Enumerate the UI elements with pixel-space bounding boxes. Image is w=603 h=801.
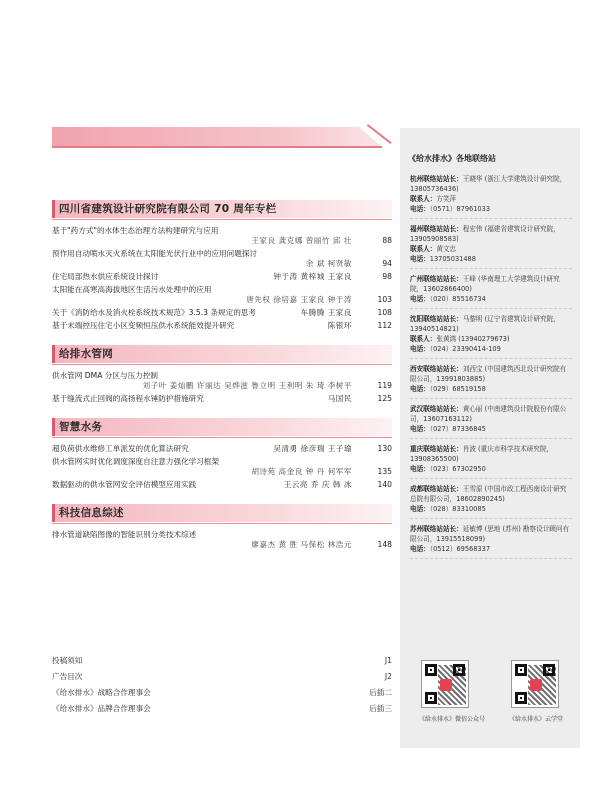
toc-entry <box>52 249 392 269</box>
table-of-contents <box>52 200 392 553</box>
section-entries <box>52 530 392 550</box>
station-contact <box>410 244 572 254</box>
station-contact <box>410 334 572 344</box>
entry-page: 103 <box>377 295 392 304</box>
toc-section <box>52 345 392 404</box>
phone-number: （024）23390414-109 <box>429 345 501 353</box>
station-chief: 王晓华 (浙江大学建筑设计研究院，13805736436) <box>410 175 567 193</box>
toc-section <box>52 200 392 331</box>
phone-label: 电话： <box>410 255 430 263</box>
entry-meta <box>52 467 392 477</box>
station-head <box>410 224 572 244</box>
entry-page: 98 <box>382 272 392 281</box>
liaison-station <box>410 484 572 519</box>
appendix-title: 广告目次 <box>52 672 83 681</box>
entry-title: 数据驱动的供水管网安全评估模型应用实践 <box>52 480 197 489</box>
phone-number: （023）67302950 <box>429 465 486 473</box>
appendix-item <box>52 656 392 666</box>
entry-meta <box>52 236 392 246</box>
entry-page: 125 <box>377 394 392 403</box>
entry-page: 135 <box>377 467 392 476</box>
toc-entry <box>52 308 392 318</box>
entry-title: 超负荷供水维修工单派发的优化算法研究 <box>52 444 189 453</box>
liaison-station <box>410 174 572 219</box>
section-entries <box>52 371 392 404</box>
qr-caption-classroom: 《给水排水》云学堂 <box>509 716 564 723</box>
contact-label: 联系人： <box>410 335 437 343</box>
toc-entry <box>52 371 392 391</box>
station-head <box>410 524 572 544</box>
station-chief: 刘西宝 (中国建筑西北设计研究院有限公司，13991803885) <box>410 365 567 383</box>
phone-number: （020）85516734 <box>429 295 486 303</box>
section-entries <box>52 444 392 490</box>
phone-number: 13705031488 <box>429 255 476 263</box>
toc-entry <box>52 444 392 454</box>
entry-authors: 胡诗苑 高金良 钟 丹 何军军 <box>251 467 352 476</box>
appendix-title: 《给水排水》战略合作理事会 <box>52 688 151 697</box>
qr-code-row <box>400 660 580 723</box>
station-phone <box>410 504 572 514</box>
entry-authors: 余 斌 柯贤敏 <box>305 259 352 268</box>
station-phone <box>410 464 572 474</box>
entry-title: 住宅局部热水供应系统设计探讨 <box>52 272 159 281</box>
qr-code-icon <box>511 660 559 708</box>
station-list <box>400 168 580 559</box>
entry-title: 基于"药方式"的水体生态治理方法构建研究与应用 <box>52 226 219 235</box>
entry-authors: 陈银环 <box>327 321 352 330</box>
appendix-page: J1 <box>384 656 392 665</box>
station-chief: 肖波 (重庆市科学技术研究院，13908365500) <box>410 445 554 463</box>
entry-authors: 吴清勇 徐彦瑞 王子瑜 <box>273 444 352 453</box>
phone-label: 电话： <box>410 465 430 473</box>
qr-classroom <box>509 660 564 723</box>
station-phone <box>410 254 572 264</box>
entry-title: 预作用自动喷水灭火系统在太阳能光伏行业中的应用问题探讨 <box>52 249 258 258</box>
toc-section <box>52 504 392 550</box>
station-head <box>410 174 572 194</box>
sidebar-heading: 《给水排水》各地联络站 <box>408 154 496 163</box>
phone-number: （028）83310085 <box>429 505 486 513</box>
station-chief: 延敏博 (思地 (苏州) 勘察设计顾问有限公司，13915518099) <box>410 525 570 543</box>
liaison-sidebar <box>400 128 580 748</box>
station-chief-label: 沈阳联络站站长： <box>410 315 463 323</box>
appendix-item <box>52 672 392 682</box>
entry-authors: 刘子叶 姜灿鹏 许丽达 吴烨滋 鲁立明 王利明 朱 琦 李树平 <box>142 381 352 390</box>
entry-title: 供水管网 DMA 分区与压力控制 <box>52 371 158 380</box>
appendix-page: J2 <box>384 672 392 681</box>
liaison-station <box>410 364 572 399</box>
phone-label: 电话： <box>410 385 430 393</box>
phone-label: 电话： <box>410 295 430 303</box>
station-chief-label: 苏州联络站站长： <box>410 525 463 533</box>
liaison-station <box>410 224 572 269</box>
appendix-list <box>52 656 392 720</box>
entry-title: 关于《消防给水及消火栓系统技术规范》3.5.3 条规定的思考 <box>52 308 256 317</box>
station-phone <box>410 424 572 434</box>
appendix-page: 后插三 <box>369 704 392 713</box>
station-chief: 王雪原 (中国市政工程西南设计研究总院有限公司，18602890245) <box>410 485 567 503</box>
entry-page: 94 <box>382 259 392 268</box>
station-chief: 马黎明 (辽宁省建筑设计研究院，13940514821) <box>410 315 560 333</box>
qr-wechat <box>419 660 486 723</box>
station-phone <box>410 294 572 304</box>
toc-entry <box>52 226 392 246</box>
station-chief: 黄心丽 (中南建筑设计院股份有限公司，13607163112) <box>410 405 567 423</box>
station-chief-label: 西安联络站站长： <box>410 365 463 373</box>
liaison-station <box>410 404 572 439</box>
header-rule <box>52 146 382 148</box>
section-heading: 给排水管网 <box>52 345 392 363</box>
station-head <box>410 314 572 334</box>
toc-entry <box>52 530 392 550</box>
entry-page: 112 <box>377 321 392 330</box>
contact-label: 联系人： <box>410 195 437 203</box>
entry-meta <box>52 540 392 550</box>
phone-number: （027）87336845 <box>429 425 486 433</box>
entry-page: 88 <box>382 236 392 245</box>
phone-label: 电话： <box>410 505 430 513</box>
entry-page: 130 <box>377 444 392 453</box>
station-phone <box>410 384 572 394</box>
entry-title: 供水管网实时优化调度深度自注意力强化学习框架 <box>52 457 220 466</box>
entry-authors: 车腾腾 王家良 <box>300 308 352 317</box>
entry-authors: 马国民 <box>327 394 352 403</box>
entry-title: 太阳能在高寒高海拔地区生活污水处理中的应用 <box>52 285 212 294</box>
phone-number: （0571）87961033 <box>429 205 491 213</box>
station-head <box>410 444 572 464</box>
liaison-station <box>410 274 572 309</box>
contact-name: 方笑萍 <box>436 195 457 203</box>
entry-page: 140 <box>377 480 392 489</box>
section-entries <box>52 226 392 331</box>
entry-meta <box>52 295 392 305</box>
entry-title: 基于末端控压住宅小区变频恒压供水系统能效提升研究 <box>52 321 235 330</box>
contact-name: 黄文忠 <box>436 245 457 253</box>
qr-caption-wechat: 《给水排水》微信公众号 <box>419 716 486 723</box>
section-heading: 科技信息综述 <box>52 504 392 522</box>
toc-entry <box>52 480 392 490</box>
station-chief-label: 福州联络站站长： <box>410 225 463 233</box>
appendix-item <box>52 688 392 698</box>
header-banner <box>52 127 382 147</box>
contact-name: 张黄鸿 (13940279673) <box>436 335 510 343</box>
section-heading: 智慧水务 <box>52 418 392 436</box>
entry-title: 排水管道缺陷图像的智能识别分类技术综述 <box>52 530 197 539</box>
entry-meta <box>52 381 392 391</box>
phone-number: （029）68519158 <box>429 385 486 393</box>
station-chief: 王峰 (华南理工大学建筑设计研究院，13602866400) <box>410 275 560 293</box>
appendix-item <box>52 704 392 714</box>
entry-authors: 钟于涛 黄梓城 王家良 <box>273 272 352 281</box>
entry-authors: 王家良 龚克娜 曾丽竹 邱 壮 <box>251 236 352 245</box>
phone-number: （0512）69568337 <box>429 545 491 553</box>
entry-title: 基于缝流式止回阀的高扬程水锤防护措施研究 <box>52 394 204 403</box>
entry-meta <box>52 259 392 269</box>
station-chief-label: 成都联络站站长： <box>410 485 463 493</box>
station-contact <box>410 194 572 204</box>
station-chief: 程宏伟 (福建省建筑设计研究院，13905908583) <box>410 225 560 243</box>
station-head <box>410 404 572 424</box>
appendix-title: 投稿须知 <box>52 656 83 665</box>
entry-authors: 唐先权 徐培嘉 王家良 钟于涛 <box>246 295 352 304</box>
toc-entry <box>52 457 392 477</box>
appendix-title: 《给水排水》品牌合作理事会 <box>52 704 151 713</box>
station-head <box>410 484 572 504</box>
entry-authors: 廖嘉杰 黄 胜 马保松 林浩元 <box>251 540 352 549</box>
phone-label: 电话： <box>410 545 430 553</box>
liaison-station <box>410 314 572 359</box>
entry-page: 108 <box>377 308 392 317</box>
qr-code-icon <box>421 660 469 708</box>
toc-entry <box>52 394 392 404</box>
station-chief-label: 广州联络站站长： <box>410 275 463 283</box>
contact-label: 联系人： <box>410 245 437 253</box>
station-chief-label: 武汉联络站站长： <box>410 405 463 413</box>
appendix-page: 后插二 <box>369 688 392 697</box>
liaison-station <box>410 524 572 559</box>
station-phone <box>410 344 572 354</box>
liaison-station <box>410 444 572 479</box>
entry-authors: 王云亮 乔 庆 韩 冰 <box>283 480 352 489</box>
station-chief-label: 杭州联络站站长： <box>410 175 463 183</box>
station-phone <box>410 544 572 554</box>
station-head <box>410 274 572 294</box>
toc-entry <box>52 321 392 331</box>
section-heading: 四川省建筑设计研究院有限公司 70 周年专栏 <box>52 200 392 218</box>
entry-page: 148 <box>377 540 392 549</box>
entry-page: 119 <box>377 381 392 390</box>
toc-section <box>52 418 392 490</box>
phone-label: 电话： <box>410 205 430 213</box>
station-chief-label: 重庆联络站站长： <box>410 445 463 453</box>
phone-label: 电话： <box>410 345 430 353</box>
toc-entry <box>52 272 392 282</box>
station-head <box>410 364 572 384</box>
station-phone <box>410 204 572 214</box>
phone-label: 电话： <box>410 425 430 433</box>
toc-entry <box>52 285 392 305</box>
